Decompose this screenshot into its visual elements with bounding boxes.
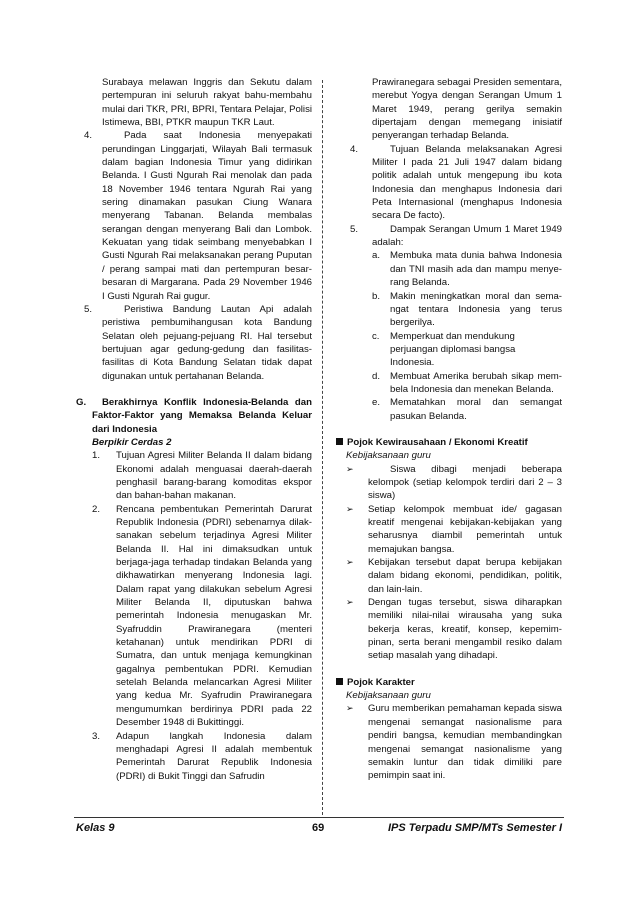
section-heading <box>76 396 312 436</box>
list-item <box>336 143 562 223</box>
footer-class: Kelas 9 <box>76 822 115 834</box>
sub-list <box>336 249 562 422</box>
sub-item-letter: d. <box>372 370 381 382</box>
continued-paragraph: Prawiranegara sebagai Presiden sementara, merebut Yogya dengan Serangan Umum 1 Maret 1949, perang gerilya semakin dipertajam dengan memegang inisiatif penyerangan terhadap Belanda. <box>372 77 562 142</box>
section-title: Berakhirnya Konflik Indonesia-Belanda dan Faktor-Faktor yang Memaksa Belanda Keluar dari Indonesia <box>92 396 312 435</box>
list-item <box>76 129 312 302</box>
sub-item-text: Makin meningkatkan moral dan sema-ngat tentara Indonesia yang terus bergerilya. <box>390 290 562 329</box>
sub-item-text: Membuat Amerika berubah sikap mem-bela Indonesia dan menekan Belanda. <box>390 370 562 395</box>
list-item <box>336 223 562 250</box>
item-text: Pada saat Indonesia menyepakati perundingan Linggarjati, Wilayah Bali termasuk dalam bagian Indonesia Timur yang didirikan Belanda. I Gusti Ngurah Rai menolak dan pada 18 November 1946 tentara Ngurah Rai yang sering dinamakan pasukan Ciung Wanara menyerang Tabanan. Belanda membalas serangan dengan menyerang Bali dan Lombok. Kekuatan yang tidak seimbang menyebabkan I Gusti Ngurah Rai melaksanakan perang Puputan / perang sampai mati dan pertempuran besar-besaran di Margarana. Pada 29 November 1946 I Gusti Ngurah Rai gugur. <box>102 130 312 302</box>
pojok-kewirausahaan-list <box>336 463 562 663</box>
arrow-bullet-icon: ➢ <box>346 463 354 474</box>
bullet-item <box>346 503 562 556</box>
sub-item-text: Membuka mata dunia bahwa Indonesia dan TNI masih ada dan mampu menye-rang Belanda. <box>390 250 562 289</box>
item-number: 5. <box>84 303 93 315</box>
item-text: Dampak Serangan Umum 1 Maret 1949 adalah: <box>372 223 562 249</box>
pojok-karakter-title: Pojok Karakter <box>336 676 562 689</box>
item-text: Adapun langkah Indonesia dalam menghadapi Agresi II adalah membentuk Pemerintah Darurat Republik Indonesia (PDRI) di Bukit Tinggi dan Safrudin <box>116 730 312 782</box>
right-column <box>336 76 562 783</box>
sub-item-letter: a. <box>372 250 381 262</box>
sub-list-item <box>372 396 562 423</box>
bullet-text: Setiap kelompok membuat ide/ gagasan kreatif mengenai kebijakan-kebijakan yang seharusnya diambil pemerintah untuk memajukan bangsa. <box>368 503 562 555</box>
sub-item-letter: e. <box>372 397 381 409</box>
section-letter: G. <box>76 396 87 408</box>
arrow-bullet-icon: ➢ <box>346 597 354 608</box>
sub-list-item <box>372 370 562 397</box>
list-item <box>76 303 312 383</box>
footer-rule <box>74 817 564 818</box>
list-item <box>76 503 312 730</box>
bullet-text: Kebijakan tersebut dapat berupa kebijakan dalam bidang ekonomi, pendidikan, politik, dan lain-lain. <box>368 557 562 595</box>
sub-list-item <box>372 249 562 289</box>
arrow-bullet-icon: ➢ <box>346 703 354 714</box>
item-number: 2. <box>92 503 101 515</box>
item-number: 3. <box>92 730 101 742</box>
sub-list-item <box>372 330 562 370</box>
sub-item-text: Memperkuat dan mendukung perjuangan diplomasi bangsa Indonesia. <box>390 330 516 369</box>
continued-paragraph: Surabaya melawan Inggris dan Sekutu dalam pertempuran ini seluruh rakyat bahu-membahu mulai dari TKR, PRI, BPRI, Tentara Pelajar, Polisi Istimewa, BBI, PTKR maupun TKR Laut. <box>102 77 312 129</box>
item-text: Rencana pembentukan Pemerintah Darurat Republik Indonesia (PDRI) sebenarnya dilak-sanakan sebelum terjadinya Agresi Militer Belanda II. Hal ini dimaksudkan untuk berjaga-jaga terhadap tindakan Belanda yang dikhawatirkan menyerang Indonesia lagi. Dalam rapat yang dilakukan sebelum Agresi Militer Belanda II, diputuskan bahwa pemerintah Indonesia menugaskan Mr. Syafruddin Prawiranegara (menteri ketahanan) untuk mendirikan PDRI di Sumatra, dan untuk menjaga kemungkinan gagalnya pembentukan PDRI. Kemudian setelah Belanda melancarkan Agresi Militer yang kedua Mr. Syafrudin Prawiranegara mengumumkan berdirinya PDRI pada 22 Desember 1948 di Bukittinggi. <box>116 503 312 729</box>
bullet-item <box>346 463 562 503</box>
item-text: Tujuan Belanda melaksanakan Agresi Militer I pada 21 Juli 1947 dalam bidang politik adalah untuk mengepung ibu kota Indonesia dan menghapus Indonesia dari Peta Internasional (menghapus Indonesia secara De facto). <box>372 143 562 222</box>
square-bullet-icon <box>336 678 343 685</box>
pojok-subtitle: Kebijaksanaan guru <box>346 450 431 462</box>
arrow-bullet-icon: ➢ <box>346 503 354 514</box>
square-bullet-icon <box>336 438 343 445</box>
left-column <box>76 76 312 783</box>
footer-title: IPS Terpadu SMP/MTs Semester I <box>387 822 562 834</box>
item-number: 4. <box>84 130 93 142</box>
pojok-kewirausahaan-title: Pojok Kewirausahaan / Ekonomi Kreatif <box>336 436 562 449</box>
bullet-text: Guru memberikan pemahaman kepada siswa mengenai semangat nasionalisme para pendiri bangsa, kemudian membandingkan mengenai semangat nasionalisme yang semakin luntur dan tidak dimiliki pare pemimpin saat ini. <box>368 703 562 782</box>
item-number: 4. <box>350 143 359 155</box>
sub-item-text: Mematahkan moral dan semangat pasukan Belanda. <box>390 397 562 422</box>
item-text: Peristiwa Bandung Lautan Api adalah peristiwa pembumihangusan kota Bandung Selatan oleh pejuang-pejuang RI. Hal tersebut bertujuan agar gedung-gedung dan fasilitas-fasilitas di Kota Bandung Selatan tidak dapat digunakan untuk pertahanan Belanda. <box>102 303 312 382</box>
pojok-subtitle: Kebijaksanaan guru <box>346 690 431 702</box>
page-number: 69 <box>312 822 325 834</box>
subheading: Berpikir Cerdas 2 <box>92 436 172 448</box>
column-divider <box>322 80 323 815</box>
item-number: 1. <box>92 450 101 462</box>
pojok-karakter-list <box>336 702 562 782</box>
arrow-bullet-icon: ➢ <box>346 557 354 568</box>
list-item <box>76 449 312 502</box>
sub-item-letter: b. <box>372 290 381 302</box>
bullet-text: Siswa dibagi menjadi beberapa kelompok (setiap kelompok terdiri dari 2 – 3 siswa) <box>368 463 562 502</box>
item-number: 5. <box>350 223 359 235</box>
sub-item-letter: c. <box>372 330 380 342</box>
item-text: Tujuan Agresi Militer Belanda II dalam bidang Ekonomi adalah menguasai daerah-daerah penghasil barang-barang komoditas ekspor dan bahan-bahan makanan. <box>116 450 312 502</box>
list-item <box>76 730 312 783</box>
bullet-text: Dengan tugas tersebut, siswa diharapkan memiliki nilai-nilai wirausaha yang suka bekerja keras, kreatif, konsep, kepemim-pinan, serta berani mengambil resiko dalam setiap masalah yang dihadapi. <box>368 597 562 662</box>
bullet-item <box>346 556 562 596</box>
bullet-item <box>346 702 562 782</box>
sub-list-item <box>372 290 562 330</box>
bullet-item <box>346 596 562 663</box>
